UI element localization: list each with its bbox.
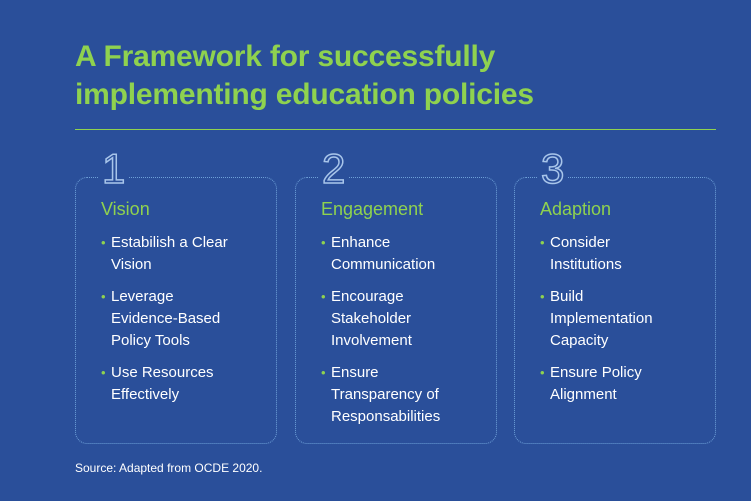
item-list <box>101 232 271 416</box>
column-vision <box>75 145 279 444</box>
step-number: 1 <box>98 146 129 192</box>
source-note: Source: Adapted from OCDE 2020. <box>75 461 263 475</box>
list-item: • Build Implementation Capacity <box>540 288 653 349</box>
list-item: • Leverage Evidence-Based Policy Tools <box>101 288 221 349</box>
bullet-icon: • <box>540 365 545 380</box>
column-heading: Adaption <box>540 199 612 219</box>
column-heading: Engagement <box>321 199 424 219</box>
column-adaption <box>514 145 718 444</box>
item-list <box>321 232 491 438</box>
title-line-2: implementing education policies <box>75 78 534 111</box>
bullet-icon: • <box>321 365 326 380</box>
list-item: • Enhance Communication <box>321 234 436 273</box>
bullet-icon: • <box>540 235 545 250</box>
list-item: • Ensure Policy Alignment <box>540 364 642 403</box>
list-item: • Consider Institutions <box>540 234 622 273</box>
bullet-icon: • <box>540 289 545 304</box>
step-number: 2 <box>318 146 349 192</box>
page-title <box>75 38 715 114</box>
column-heading: Vision <box>101 199 150 219</box>
list-item: • Encourage Stakeholder Involvement <box>321 288 412 349</box>
step-number: 3 <box>537 146 568 192</box>
title-divider <box>75 129 716 130</box>
title-line-1: A Framework for successfully <box>75 40 496 73</box>
list-item: • Use Resources Effectively <box>101 364 214 403</box>
column-engagement <box>295 145 499 444</box>
list-item: • Estabilish a Clear Vision <box>101 234 228 273</box>
list-item: • Ensure Transparency of Responsabilities <box>321 364 441 425</box>
bullet-icon: • <box>321 235 326 250</box>
bullet-icon: • <box>321 289 326 304</box>
bullet-icon: • <box>101 235 106 250</box>
bullet-icon: • <box>101 289 106 304</box>
item-list <box>540 232 710 416</box>
bullet-icon: • <box>101 365 106 380</box>
